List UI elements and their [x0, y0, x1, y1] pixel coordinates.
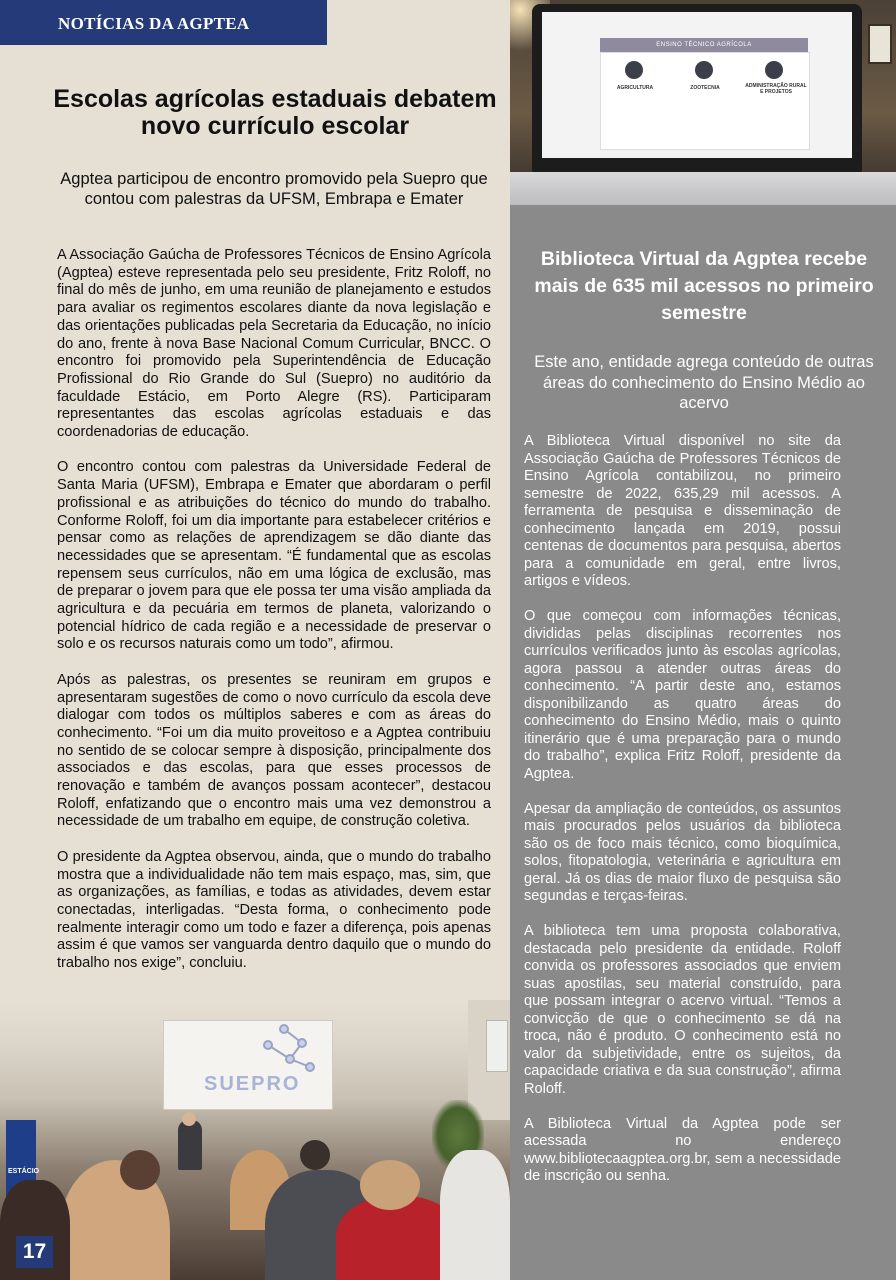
article-headline: Escolas agrícolas estaduais debatem novo currículo escolar — [53, 85, 497, 140]
sidebar-paragraph: O que começou com informações técnicas, divididas pelas disciplinas recorrentes nos currículos verificados junto às escolas agrícolas, agora passou a atender outras áreas do conhecimento. “A partir deste ano, estamos disponibilizando as quatro áreas do conhecimento do Ensino Médio, mais o quinto itinerário que é uma preparação para o mundo do trabalho”, explica Fritz Roloff, presidente da Agptea. — [524, 608, 841, 782]
article-paragraph: Após as palestras, os presentes se reuniram em grupos e apresentaram sugestões de como o novo currículo da escola deve dialogar com todos os múltiplos saberes e com as áreas do conhecimento. “Foi um dia muito proveitoso e a Agptea contribuiu no sentido de se colocar sempre à disposição, principalmente dos associados e das escolas, para que esses processos de renovação e também de avanços possam acontecer”, destacou Roloff, enfatizando que o encontro mais uma vez demonstrou a necessidade de um trabalho em equipe, de construção coletiva. — [57, 671, 491, 830]
projection-screen-text: SUEPRO — [204, 1073, 301, 1095]
section-bar — [0, 0, 327, 45]
section-label: NOTÍCIAS DA AGPTEA — [58, 14, 250, 33]
screen-title: ENSINO TÉCNICO AGRÍCOLA — [656, 42, 752, 48]
sidebar-body — [524, 433, 841, 1203]
sidebar-headline: Biblioteca Virtual da Agptea recebe mais de 635 mil acessos no primeiro semestre — [534, 248, 874, 324]
sidebar-deck: Este ano, entidade agrega conteúdo de outras áreas do conhecimento do Ensino Médio ao acervo — [534, 353, 874, 412]
laptop-photo — [510, 0, 896, 205]
laptop-keyboard — [510, 172, 896, 205]
article-paragraph: A Associação Gaúcha de Professores Técnicos de Ensino Agrícola (Agptea) esteve representada pelo seu presidente, Fritz Roloff, no final do mês de junho, em uma reunião de planejamento e estudos para avaliar os regimentos escolares diante da nova legislação e das orientações publicadas pela Secretaria da Educação, no início do ano, frente à nova Base Nacional Comum Curricular, BNCC. O encontro foi promovido pela Superintendência de Educação Profissional do Rio Grande do Sul (Suepro) no auditório da faculdade Estácio, em Porto Alegre (RS). Participaram representantes das escolas agrícolas estaduais e das coordenadorias de educação. — [57, 247, 491, 441]
projection-screen — [163, 1020, 333, 1110]
event-photo — [0, 1000, 510, 1280]
article-paragraph: O encontro contou com palestras da Universidade Federal de Santa Maria (UFSM), Embrapa e Emater que abordaram o perfil profissional e as atribuições do técnico do mundo do trabalho. Conforme Roloff, foi um dia importante para estabelecer critérios e pensar como as relações de aprendizagem se dão diante das necessidades que se apresentam. “É fundamental que as escolas repensem seus currículos, não em uma lógica de exclusão, mas de preparar o jovem para que ele possa ter uma visão ampliada da agricultura e da pecuária em termos de planeta, valorizando o potencial hídrico de cada região e a necessidade de preservar o solo e os recursos naturais como um todo”, afirmou. — [57, 459, 492, 653]
article-paragraph: O presidente da Agptea observou, ainda, que o mundo do trabalho mostra que a individualidade não tem mais espaço, mas, sim, que as organizações, as famílias, e todas as atividades, devem estar conectadas, interligadas. “Desta forma, o conhecimento pode realmente interagir como um todo e fazer a diferença, pois apenas assim é que vamos ser vanguarda dentro daquilo que o mundo do trabalho nos exige”, concluiu. — [57, 848, 491, 972]
sidebar-paragraph: A Biblioteca Virtual da Agptea pode ser acessada no endereço www.bibliotecaagptea.org.br, sem a necessidade de inscrição ou senha. — [524, 1115, 841, 1184]
page-number: 17 — [16, 1236, 53, 1268]
sidebar-paragraph: A Biblioteca Virtual disponível no site da Associação Gaúcha de Professores Técnicos de Ensino Agrícola contabilizou, no primeiro semestre de 2022, 635,29 mil acessos. A ferramenta de pesquisa e disseminação de conhecimento lançada em 2019, possui centenas de documentos para pesquisa, abertos para a comunidade em geral, entre livros, artigos e vídeos. — [524, 433, 841, 589]
sidebar-paragraph: A biblioteca tem uma proposta colaborativa, destacada pelo presidente da entidade. Roloff convida os professores associados que enviem suas apostilas, seu material construído, para que possam integrar o acervo virtual. “Temos a convicção de que o conhecimento se dá na troca, não é produto. O conhecimento está no valor da subjetividade, entre os sujeitos, da capacidade criativa e da sua construção”, afirma Roloff. — [524, 923, 841, 1097]
article-body — [57, 247, 491, 990]
estacio-banner: ESTÁCIO — [6, 1120, 36, 1200]
sidebar-paragraph: Apesar da ampliação de conteúdos, os assuntos mais procurados pelos usuários da biblioteca são os de foco mais técnico, como bioquímica, solos, fitopatologia, veterinária e agricultura em geral. Já os dias de maior fluxo de pesquisa são segundas e terças-feiras. — [524, 800, 841, 904]
laptop-screen: ENSINO TÉCNICO AGRÍCOLA AGRICULTURA ZOOTECNIA ADMINISTRAÇÃO RURAL E PROJETOS — [532, 4, 862, 172]
right-column — [510, 0, 896, 1280]
article-deck: Agptea participou de encontro promovido pela Suepro que contou com palestras da UFSM, Embrapa e Emater — [60, 170, 488, 208]
